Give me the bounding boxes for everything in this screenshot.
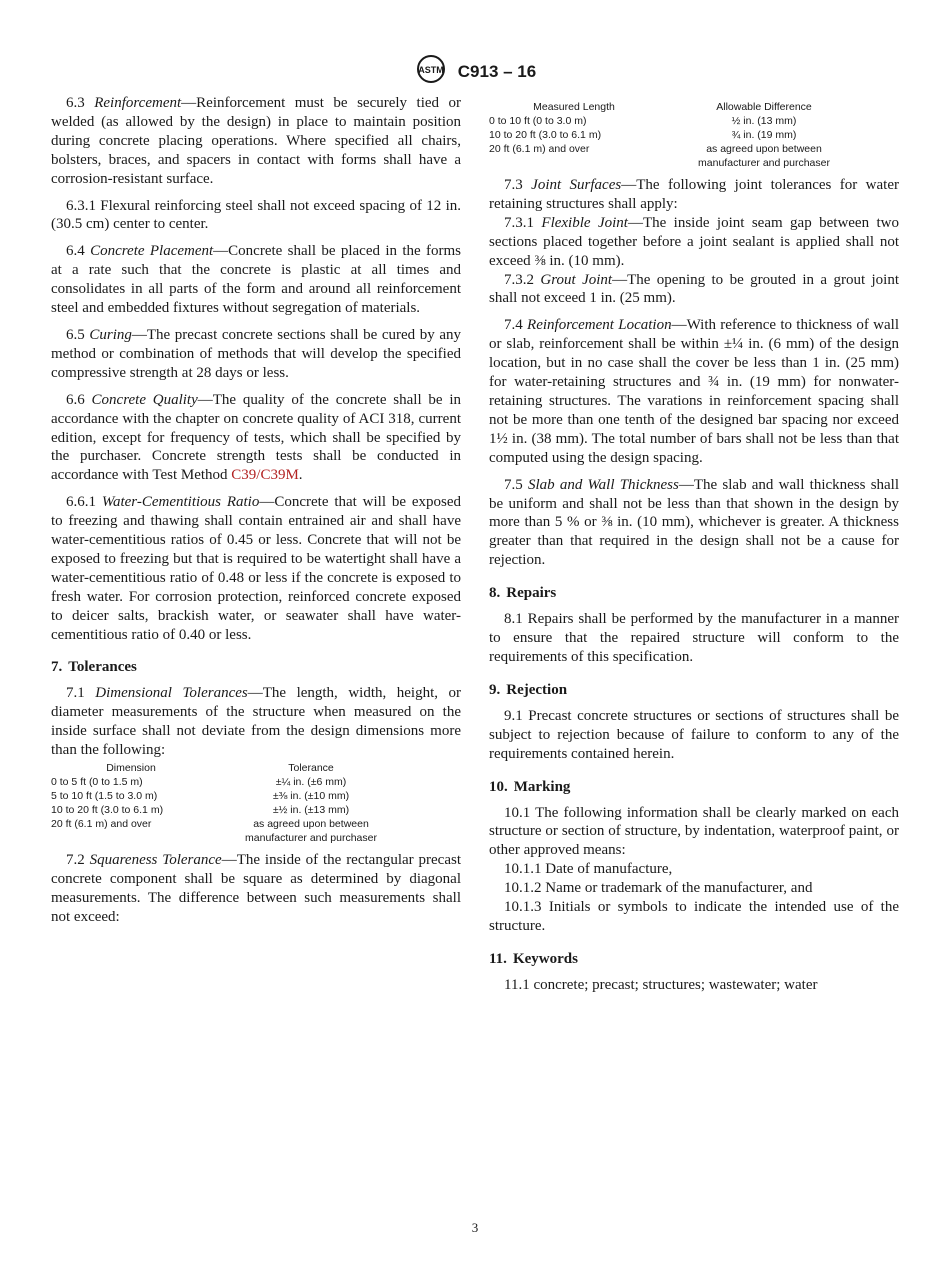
table-header: Measured Length (533, 101, 615, 113)
para-7-1: 7.1 Dimensional Tolerances—The length, width, height, or diameter measurements of the structure when measured on the inside surface shall not deviate from the design dimensions more than the following: (51, 685, 462, 759)
section-10-heading: 10. Marking (489, 778, 571, 795)
para-7-2: 7.2 Squareness Tolerance—The inside of the rectangular precast concrete component shall be square as determined by diagonal measurements. The difference between such measurements shall not exceed: (51, 852, 461, 925)
para-10-1-3: 10.1.3 Initials or symbols to indicate the intended use of the structure. (489, 899, 899, 934)
table-row (489, 128, 869, 142)
table-header: Allowable Difference (716, 101, 812, 113)
table-cell: manufacturer and purchaser (698, 157, 830, 169)
para-10-1-1: 10.1.1 Date of manufacture, (504, 861, 673, 878)
para-6-6: 6.6 Concrete Quality—The quality of the concrete shall be in accordance with the chapter on concrete quality of ACI 318, current edition, except for frequency of tests, which shall be specified by the purchaser. Concrete strength tests shall be conducted in accordance with Test Method C39/C39M. (51, 391, 462, 484)
para-7-3: 7.3 Joint Surfaces—The following joint tolerances for water retaining structures shall apply: (489, 177, 899, 212)
table-row (489, 156, 869, 170)
standard-designation: C913 – 16 (457, 61, 537, 81)
c39-link[interactable]: C39/C39M (231, 467, 299, 484)
table-row (51, 817, 411, 831)
table-cell (51, 831, 211, 845)
table-cell: ±⅜ in. (±10 mm) (272, 790, 350, 803)
table-cell: ½ in. (13 mm) (731, 115, 797, 127)
section-11-heading: 11. Keywords (489, 950, 578, 967)
para-10-1: 10.1 The following information shall be clearly marked on each structure or section of structure, by indentation, waterproof paint, or other approved means: (489, 804, 899, 859)
table-cell: as agreed upon between (706, 143, 822, 155)
table-header: Dimension (106, 762, 156, 775)
left-column (51, 94, 461, 935)
para-8-1: 8.1 Repairs shall be performed by the manufacturer in a manner to ensure that the repaired structure will conform to the requirements of this specification. (489, 611, 899, 665)
para-11-1: 11.1 concrete; precast; structures; wastewater; water (504, 976, 818, 993)
para-7-4: 7.4 Reinforcement Location—With reference to thickness of wall or slab, reinforcement shall be within ±¼ in. (6 mm) of the design location, but in no case shall the cover be less than 1 in. (25 mm) for water-retaining structures and ¾ in. (19 mm) for nonwater-retaining structures. The varations in reinforcement spacing shall not be more than one tenth of the designed bar spacing nor exceed 1½ in. (38 mm). The total number of bars shall not be less than that computed using the design spacing. (489, 317, 900, 466)
table-cell: manufacturer and purchaser (245, 832, 377, 845)
table-header-row (489, 100, 869, 114)
table-cell: 5 to 10 ft (1.5 to 3.0 m) (51, 790, 158, 803)
table-row (51, 789, 411, 803)
para-6-3-1: 6.3.1 Flexural reinforcing steel shall not exceed spacing of 12 in. (30.5 cm) center to center. (51, 197, 461, 233)
table-row (51, 803, 411, 817)
section-8-heading: 8. Repairs (489, 585, 557, 602)
table-cell: 0 to 10 ft (0 to 3.0 m) (489, 115, 587, 127)
table-cell: 20 ft (6.1 m) and over (489, 143, 590, 155)
table-header-row (51, 761, 411, 775)
squareness-tolerance-table (489, 100, 869, 170)
para-9-1: 9.1 Precast concrete structures or sections of structures shall be subject to rejection because of failure to conform to any of the requirements contained herein. (489, 707, 899, 762)
section-7-heading: 7. Tolerances (51, 659, 137, 676)
section-9-heading: 9. Rejection (489, 681, 568, 698)
para-10-1-2: 10.1.2 Name or trademark of the manufacturer, and (504, 880, 813, 897)
table-cell: 0 to 5 ft (0 to 1.5 m) (51, 776, 143, 789)
para-6-4: 6.4 Concrete Placement—Concrete shall be placed in the forms at a rate such that the concrete is plastic at all times and consolidates in all parts of the form and around all reinforcement steel and embedded fixtures without segregation of materials. (51, 243, 461, 317)
table-row (489, 114, 869, 128)
page-number: 3 (471, 1220, 479, 1235)
right-column (489, 99, 899, 1003)
table-row (51, 775, 411, 789)
page-header (0, 54, 950, 89)
dimensional-tolerance-table (51, 761, 411, 845)
para-7-3-1: 7.3.1 Flexible Joint—The inside joint seam gap between two sections placed together before a joint sealant is applied shall not exceed ⅜ in. (10 mm). (489, 214, 899, 269)
para-6-3: 6.3 Reinforcement—Reinforcement must be securely tied or welded (as allowed by the design) in place to maintain position during concrete placing operations. Where specified all chairs, bolsters, braces, and spacers in contact with forms shall have a corrosion-resistant surface. (51, 95, 461, 187)
table-cell: 10 to 20 ft (3.0 to 6.1 m) (51, 804, 164, 817)
table-cell: ±½ in. (±13 mm) (272, 804, 350, 817)
table-cell: 20 ft (6.1 m) and over (51, 818, 152, 831)
table-row (489, 142, 869, 156)
para-7-5: 7.5 Slab and Wall Thickness—The slab and wall thickness shall be uniform and shall not be less than that shown in the design by more than 5 % or ⅜ in. (10 mm), whichever is greater. A thickness greater than that required in the design shall not be a cause for rejection. (489, 476, 900, 569)
para-6-6-1: 6.6.1 Water-Cementitious Ratio—Concrete that will be exposed to freezing and thawing shall contain entrained air and shall have water-cementitious ratios of 0.45 or less. Concrete that will not be exposed to freezing but that is required to be watertight shall have a water-cementitious ratio of 0.48 or less if the concrete is exposed to fresh water. For corrosion protection, reinforced concrete exposed to deicer salts, brackish water, or seawater shall have water-cementitious ratio of 0.40 or less. (51, 494, 462, 643)
para-6-5: 6.5 Curing—The precast concrete sections shall be cured by any method or combination of methods that will develop the specified compressive strength at 28 days or less. (51, 326, 462, 381)
table-cell: 10 to 20 ft (3.0 to 6.1 m) (489, 129, 602, 141)
table-cell: ¾ in. (19 mm) (731, 129, 797, 141)
logo-text: ASTM (418, 65, 444, 75)
table-cell: ±¼ in. (±6 mm) (275, 776, 347, 789)
astm-logo-icon (414, 54, 448, 89)
table-row (51, 831, 411, 845)
table-cell: as agreed upon between (253, 818, 369, 831)
table-cell (489, 156, 659, 170)
table-header: Tolerance (288, 762, 334, 775)
para-7-3-2: 7.3.2 Grout Joint—The opening to be grouted in a grout joint shall not exceed 1 in. (25 mm). (489, 271, 900, 307)
